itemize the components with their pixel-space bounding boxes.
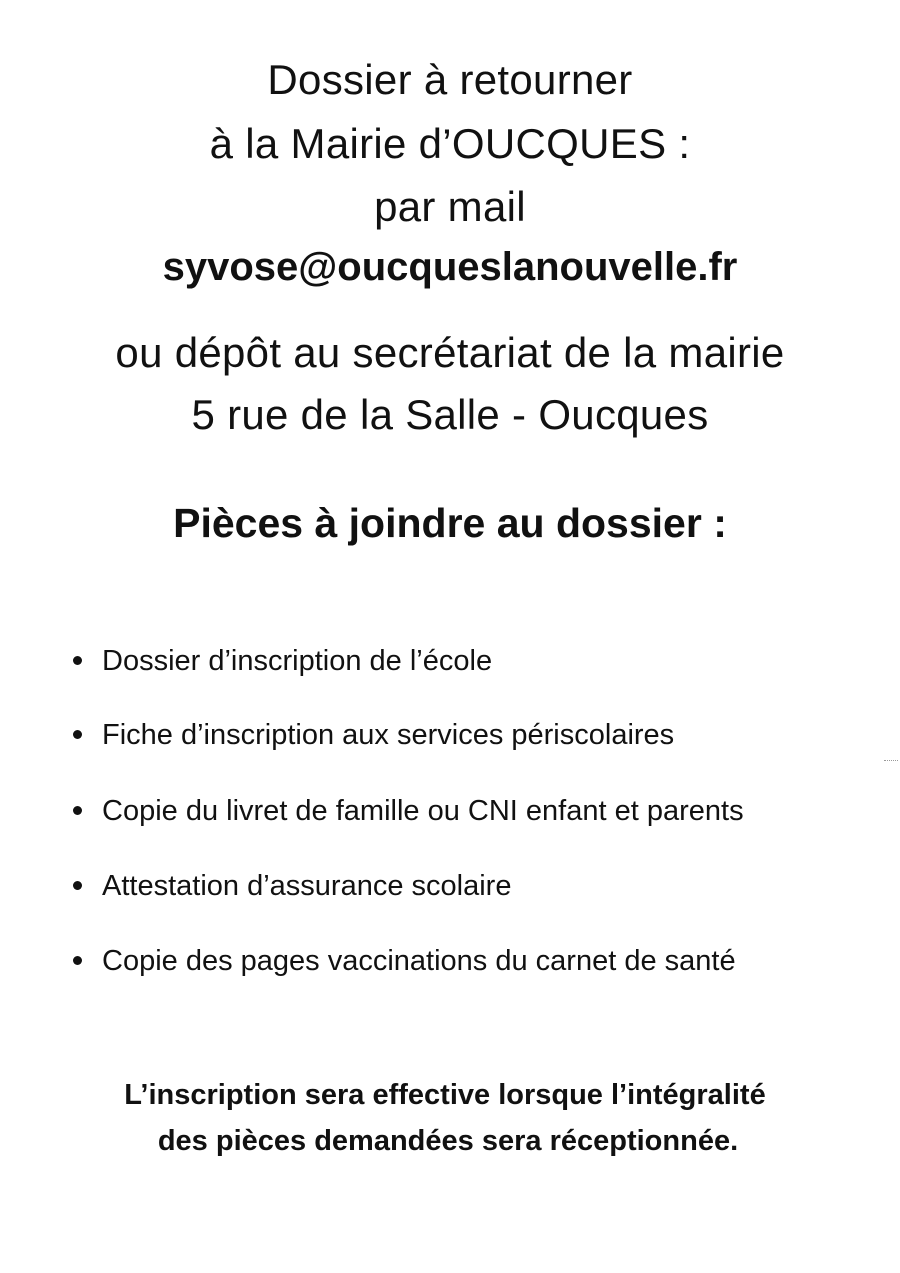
list-item xyxy=(0,715,900,755)
bullet-icon xyxy=(73,730,82,739)
footer-line-2: des pièces demandées sera réceptionnée. xyxy=(157,1125,739,1157)
section-title: Pièces à joindre au dossier : xyxy=(173,500,727,546)
bullet-icon xyxy=(73,656,82,665)
list-item-text: Copie des pages vaccinations du carnet de santé xyxy=(102,945,736,977)
bullet-icon xyxy=(73,806,82,815)
list-item-text: Dossier d’inscription de l’école xyxy=(102,645,493,677)
scan-speck xyxy=(884,760,898,763)
header-line-3: par mail xyxy=(374,183,526,230)
list-item-text: Copie du livret de famille ou CNI enfant et parents xyxy=(102,795,744,827)
list-item xyxy=(0,866,900,906)
footer-line-1: L’inscription sera effective lorsque l’intégralité xyxy=(124,1079,766,1111)
email-address: syvose@oucqueslanouvelle.fr xyxy=(162,245,738,289)
list-item-text: Fiche d’inscription aux services périscolaires xyxy=(102,719,675,751)
list-item-text: Attestation d’assurance scolaire xyxy=(102,870,512,902)
list-item xyxy=(0,641,900,681)
bullet-icon xyxy=(73,881,82,890)
address-line-1: ou dépôt au secrétariat de la mairie xyxy=(115,329,785,376)
header-line-2: à la Mairie d’OUCQUES : xyxy=(209,120,691,167)
address-line-2: 5 rue de la Salle - Oucques xyxy=(191,391,709,438)
bullet-icon xyxy=(73,956,82,965)
list-item xyxy=(0,941,900,981)
list-item xyxy=(0,791,900,831)
header-line-1: Dossier à retourner xyxy=(267,56,633,103)
